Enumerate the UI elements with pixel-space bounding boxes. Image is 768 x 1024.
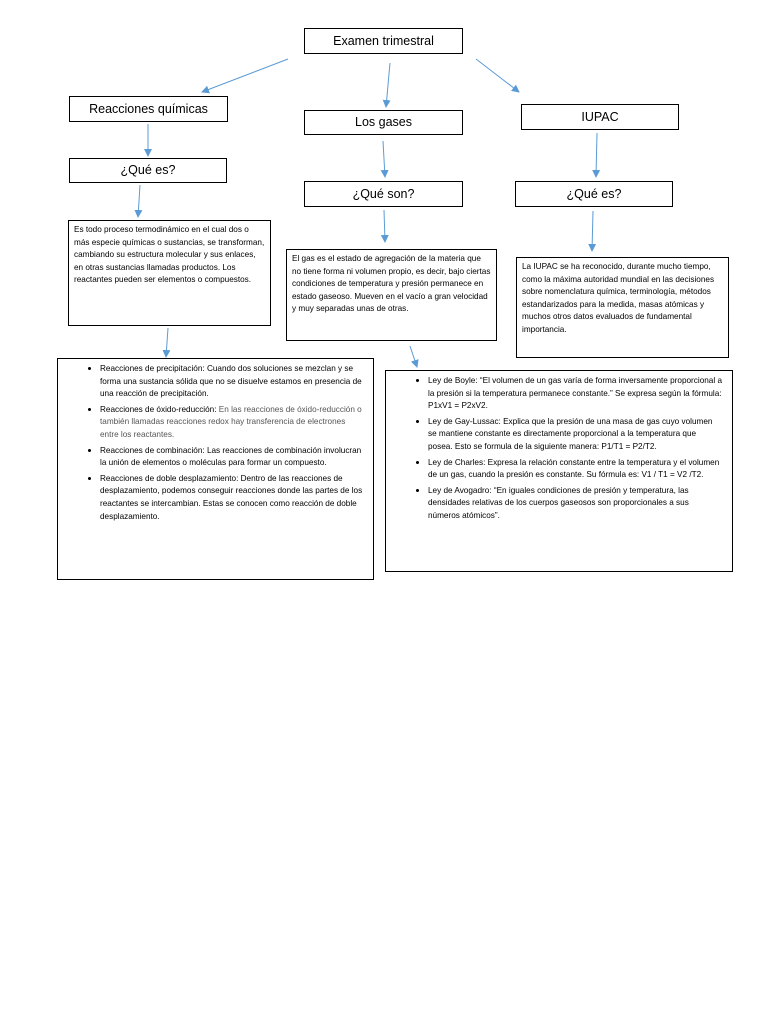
iupac-definition-box bbox=[516, 257, 729, 358]
gases-laws-list bbox=[386, 374, 722, 523]
gases-definition-box bbox=[286, 249, 497, 341]
arrow-iupac-question-to-def bbox=[592, 211, 593, 251]
gases-question-node bbox=[304, 181, 463, 207]
gases-definition: El gas es el estado de agregación de la materia que no tiene forma ni volumen propio, es decir, bajo ciertas condiciones de temperatura y presión permanece en estado gaseoso. Mueven en el vacío a gran velocidad y muy separadas unas de otras. bbox=[292, 254, 491, 314]
arrow-iupac-to-question bbox=[596, 133, 597, 177]
iupac-definition: La IUPAC se ha reconocido, durante mucho tiempo, como la máxima autoridad mundial en las decisiones sobre nomenclatura química, terminología, métodos estandarizados para la medida, masas atómicas y muchos otros datos evaluados de fundamental importancia. bbox=[522, 262, 715, 334]
reacciones-question: ¿Qué es? bbox=[120, 163, 176, 178]
reacciones-title: Reacciones químicas bbox=[89, 101, 208, 116]
arrow-root-to-gases bbox=[386, 63, 390, 107]
list-item: • Reacciones de precipitación: Cuando dos soluciones se mezclan y se forma una sustancia sólida que no se disuelve estamos en presencia de una reacción de precipitación. bbox=[100, 362, 363, 401]
gases-question: ¿Qué son? bbox=[352, 186, 415, 201]
list-item: • Reacciones de doble desplazamiento: Dentro de las reacciones de desplazamiento, podemos conseguir reacciones donde las partes de los reactantes se intercambian. Estas se conocen como reacción de doble desplazamiento. bbox=[100, 472, 363, 523]
arrow-gases-question-to-def bbox=[384, 210, 385, 242]
gases-laws-box bbox=[385, 370, 733, 572]
gases-node bbox=[304, 110, 463, 135]
reacciones-definition-box bbox=[68, 220, 271, 326]
list-item: • Reacciones de combinación: Las reacciones de combinación involucran la unión de elementos o moléculas para formar un compuesto. bbox=[100, 444, 363, 470]
arrow-gases-def-to-laws bbox=[410, 346, 417, 367]
iupac-node bbox=[521, 104, 679, 130]
reacciones-question-node bbox=[69, 158, 227, 183]
list-item: • Ley de Avogadro: “En iguales condiciones de presión y temperatura, las densidades relativas de los cuerpos gaseosos son proporcionales a sus números atómicos”. bbox=[428, 484, 722, 523]
iupac-title: IUPAC bbox=[581, 109, 619, 124]
arrow-root-to-iupac bbox=[476, 59, 519, 92]
root-label: Examen trimestral bbox=[333, 33, 434, 48]
arrow-root-to-reacciones bbox=[202, 59, 288, 92]
list-item: • Ley de Charles: Expresa la relación constante entre la temperatura y el volumen de un gas, cuando la presión es constante. Su fórmula es: V1 / T1 = V2 /T2. bbox=[428, 456, 722, 482]
reacciones-node bbox=[69, 96, 228, 122]
arrow-reacciones-def-to-types bbox=[166, 328, 168, 357]
list-item: • Ley de Gay-Lussac: Explica que la presión de una masa de gas cuyo volumen se mantiene constante es directamente proporcional a la temperatura que posea. Esto se formula de la siguiente manera: P1/T1 = P2/T2. bbox=[428, 415, 722, 454]
iupac-question-node bbox=[515, 181, 673, 207]
list-item: • Reacciones de óxido-reducción: En las reacciones de óxido-reducción o también llamadas reacciones redox hay transferencia de electrones entre los reactantes. bbox=[100, 403, 363, 442]
reacciones-types-list bbox=[58, 362, 363, 523]
iupac-question: ¿Qué es? bbox=[566, 186, 622, 201]
list-item: • Ley de Boyle: “El volumen de un gas varía de forma inversamente proporcional a la presión si la temperatura permanece constante.” Se expresa según la fórmula: P1xV1 = P2xV2. bbox=[428, 374, 722, 413]
reacciones-definition: Es todo proceso termodinámico en el cual dos o más especie químicas o sustancias, se transforman, cambiando su estructura molecular y sus enlaces, en otras sustancias llamadas productos. Los reactantes pueden ser elementos o compuestos. bbox=[74, 225, 265, 285]
root-node bbox=[304, 28, 463, 54]
arrow-gases-to-question bbox=[383, 141, 385, 177]
gases-title: Los gases bbox=[355, 115, 412, 130]
reacciones-types-box bbox=[57, 358, 374, 580]
arrow-reacciones-question-to-def bbox=[138, 185, 140, 217]
